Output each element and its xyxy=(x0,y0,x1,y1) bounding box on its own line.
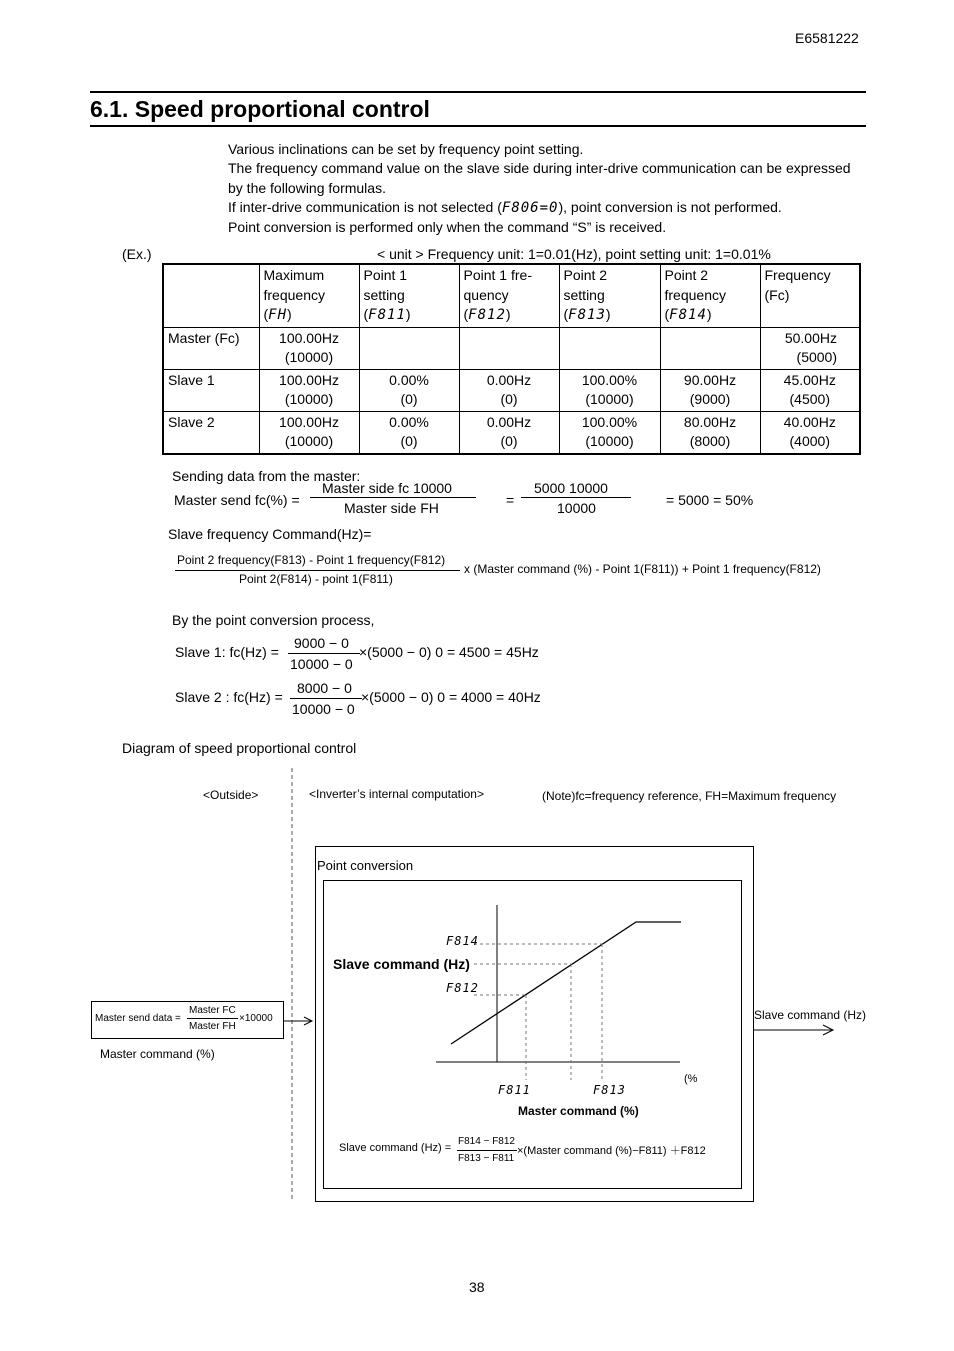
conversion-heading: By the point conversion process, xyxy=(172,612,375,628)
intro-line-4: Point conversion is performed only when the command “S” is received. xyxy=(228,219,667,236)
slave-cmd-denominator: Point 2(F814) - point 1(F811) xyxy=(239,572,393,586)
send-data-numerator: Master FC xyxy=(189,1005,236,1016)
master-cmd-axis-label: Master command (%) xyxy=(518,1104,639,1118)
table-header-cell: Point 1 fre- quency (F812) xyxy=(459,264,559,327)
section-title: 6.1. Speed proportional control xyxy=(90,96,430,122)
intro-line-3-post: ), point conversion is not performed. xyxy=(558,198,782,215)
unit-note: < unit > Frequency unit: 1=0.01(Hz), point setting unit: 1=0.01% xyxy=(377,246,771,262)
table-cell: 100.00Hz (10000) xyxy=(259,411,359,454)
formula-fraction-bar xyxy=(457,1150,517,1151)
slave1-rest: ×(5000 − 0) 0 = 4500 = 45Hz xyxy=(359,644,539,660)
send-result: = 5000 = 50% xyxy=(666,492,754,508)
outside-label: <Outside> xyxy=(203,788,259,802)
table-cell: 0.00% (0) xyxy=(359,369,459,411)
table-cell: 40.00Hz (4000) xyxy=(760,411,860,454)
example-label: (Ex.) xyxy=(122,246,152,262)
internal-label: <Inverter’s internal computation> xyxy=(309,787,484,801)
point-conversion-label: Point conversion xyxy=(317,858,414,873)
note-label: (Note)fc=frequency reference, FH=Maximum frequency xyxy=(542,789,837,803)
slave1-lhs: Slave 1: fc(Hz) = xyxy=(175,644,279,660)
intro-line-1: Various inclinations can be set by frequency point setting. xyxy=(228,141,584,157)
percent-unit-label: (% xyxy=(684,1073,698,1085)
slave-cmd-numerator: Point 2 frequency(F813) - Point 1 frequency(F812) xyxy=(177,553,446,567)
formula-denominator: F813 − F811 xyxy=(458,1153,515,1164)
master-command-label: Master command (%) xyxy=(100,1047,215,1061)
table-cell: 0.00Hz (0) xyxy=(459,411,559,454)
f806-code: F806=0 xyxy=(501,199,559,216)
table-cell: 45.00Hz (4500) xyxy=(760,369,860,411)
send-heading: Sending data from the master: xyxy=(172,468,361,484)
formula-rest: ×(Master command (%)−F811) ＋F812 xyxy=(517,1145,706,1157)
slave-cmd-heading: Slave frequency Command(Hz)= xyxy=(168,526,372,542)
slave2-lhs: Slave 2 : fc(Hz) = xyxy=(175,689,283,705)
f811-label: F811 xyxy=(498,1083,531,1097)
send-numerator-2: 5000 10000 xyxy=(534,480,608,496)
table-header-cell: Point 2 frequency (F814) xyxy=(660,264,760,327)
send-denominator-2: 10000 xyxy=(557,500,596,516)
table-header-cell: Point 1 setting (F811) xyxy=(359,264,459,327)
intro-line-2: The frequency command value on the slave side during inter-drive communication can be expressed by the following formulas. xyxy=(228,160,851,196)
row-label: Slave 2 xyxy=(163,411,259,454)
table-header-cell: Frequency (Fc) xyxy=(760,264,860,327)
table-cell: 50.00Hz (5000) xyxy=(760,327,860,369)
f813-label: F813 xyxy=(593,1083,626,1097)
table-cell: 90.00Hz (9000) xyxy=(660,369,760,411)
send-data-lhs: Master send data = xyxy=(95,1013,181,1024)
send-denominator-1: Master side FH xyxy=(344,500,439,516)
table-cell: 100.00Hz (10000) xyxy=(259,327,359,369)
intro-line-3-pre: If inter-drive communication is not selected ( xyxy=(228,198,502,215)
table-cell: 0.00Hz (0) xyxy=(459,369,559,411)
send-data-denominator: Master FH xyxy=(189,1021,236,1032)
send-lhs: Master send fc(%) = xyxy=(174,492,300,508)
slave-command-output-label: Slave command (Hz) xyxy=(754,1008,867,1022)
formula-numerator: F814 − F812 xyxy=(458,1136,515,1147)
send-numerator-1: Master side fc 10000 xyxy=(322,480,452,496)
document-id: E6581222 xyxy=(795,30,859,46)
send-data-fraction-bar xyxy=(187,1018,238,1019)
table-header-cell: Point 2 setting (F813) xyxy=(559,264,660,327)
slave2-rest: ×(5000 − 0) 0 = 4000 = 40Hz xyxy=(361,689,541,705)
table-cell: 100.00% (10000) xyxy=(559,369,660,411)
table-header-cell: Maximum frequency (FH) xyxy=(259,264,359,327)
slave2-denominator: 10000 − 0 xyxy=(292,701,355,717)
slave-cmd-axis-label: Slave command (Hz) xyxy=(333,956,470,972)
slave1-denominator: 10000 − 0 xyxy=(290,656,353,672)
row-label: Slave 1 xyxy=(163,369,259,411)
row-label: Master (Fc) xyxy=(163,327,259,369)
table-cell: 0.00% (0) xyxy=(359,411,459,454)
f812-label: F812 xyxy=(446,981,479,995)
table-cell: 100.00% (10000) xyxy=(559,411,660,454)
page-number: 38 xyxy=(469,1279,485,1295)
send-data-multiplier: ×10000 xyxy=(239,1013,273,1024)
table-cell: 80.00Hz (8000) xyxy=(660,411,760,454)
slave2-numerator: 8000 − 0 xyxy=(297,680,352,696)
slave-cmd-rest: x (Master command (%) - Point 1(F811)) + Point 1 frequency(F812) xyxy=(464,562,821,576)
slave1-numerator: 9000 − 0 xyxy=(294,635,349,651)
table-cell: 100.00Hz (10000) xyxy=(259,369,359,411)
formula-lhs: Slave command (Hz) = xyxy=(339,1142,452,1154)
send-equals: = xyxy=(506,492,515,508)
diagram-caption: Diagram of speed proportional control xyxy=(122,740,357,756)
f814-label: F814 xyxy=(446,934,479,948)
